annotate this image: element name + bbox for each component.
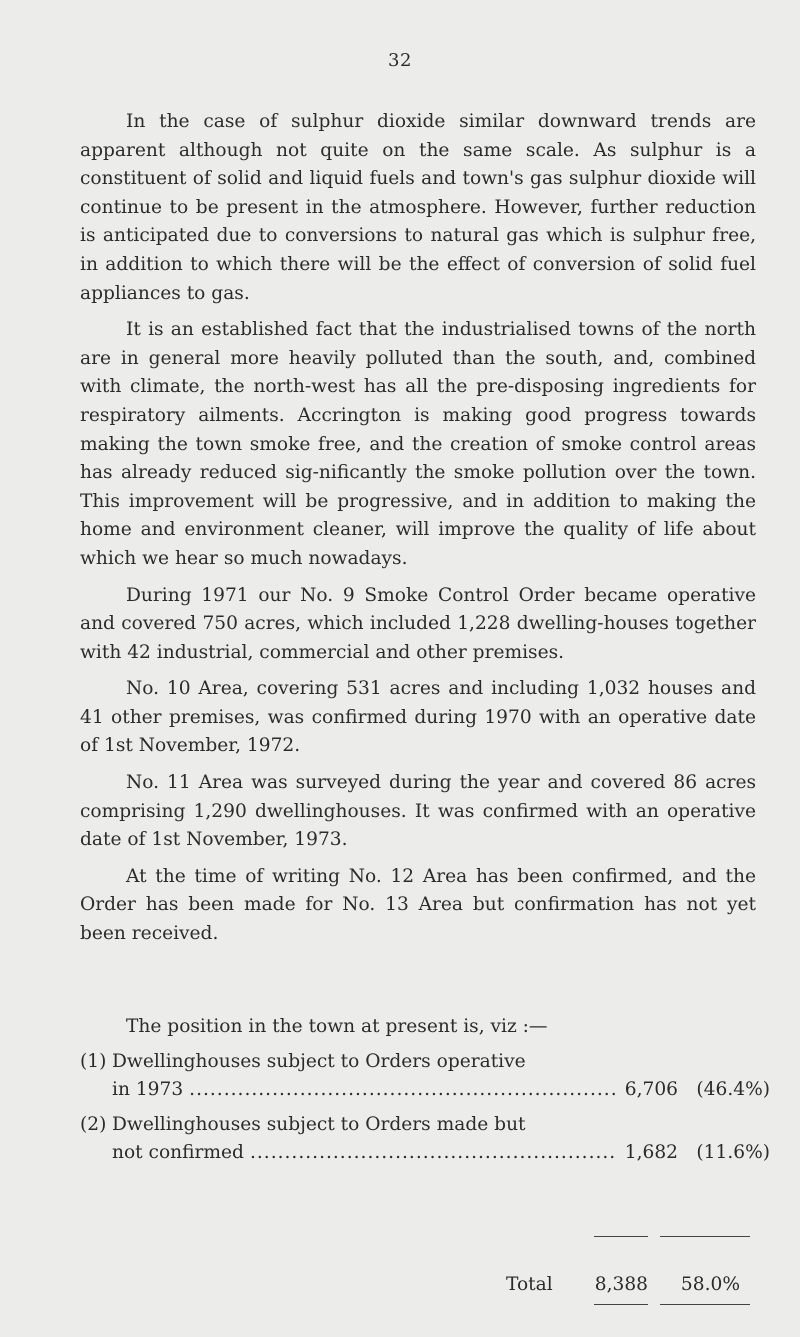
total-label: Total bbox=[506, 1274, 553, 1295]
total-rule-percent-top bbox=[660, 1236, 750, 1237]
total-rule-percent-bottom bbox=[660, 1304, 750, 1305]
position-summary bbox=[80, 1013, 770, 1174]
item-value-line bbox=[80, 1139, 770, 1168]
total-count: 8,388 bbox=[594, 1274, 648, 1295]
item-number: (1) bbox=[80, 1050, 107, 1072]
item-number: (2) bbox=[80, 1113, 107, 1135]
total-percent: 58.0% bbox=[680, 1274, 740, 1295]
item-description-continued: in 1973 bbox=[112, 1079, 184, 1101]
item-percent: (11.6%) bbox=[696, 1142, 770, 1164]
item-description: Dwellinghouses subject to Orders made but bbox=[112, 1113, 526, 1135]
page-number: 32 bbox=[388, 50, 412, 71]
item-percent: (46.4%) bbox=[696, 1079, 770, 1101]
paragraph: No. 10 Area, covering 531 acres and including 1,032 houses and 41 other premises, was confirmed during 1970 with an operative date of 1st November, 1972. bbox=[80, 678, 756, 757]
dot-leader bbox=[244, 1139, 616, 1168]
paragraph: It is an established fact that the industrialised towns of the north are in general more heavily polluted than the south, and, combined with climate, the north-west has all the pre-disposing ingredients for respiratory ailments. Accrington is making good progress towards making the town smoke free, and the creation of smoke control areas has already reduced sig-nificantly the smoke pollution over the town. This improvement will be progressive, and in addition to making the home and environment cleaner, will improve the quality of life about which we hear so much nowadays. bbox=[80, 319, 756, 569]
dot-leader bbox=[183, 1076, 616, 1105]
position-item bbox=[80, 1048, 770, 1105]
position-intro: The position in the town at present is, viz :— bbox=[126, 1016, 548, 1037]
paragraph: At the time of writing No. 12 Area has been confirmed, and the Order has been made for No. 13 Area but confirmation has not yet been received. bbox=[80, 865, 756, 945]
item-count: 6,706 bbox=[624, 1079, 678, 1101]
paragraph: No. 11 Area was surveyed during the year and covered 86 acres comprising 1,290 dwellinghouses. It was confirmed with an operative date of 1st November, 1973. bbox=[80, 772, 756, 851]
body-text bbox=[80, 108, 756, 957]
paragraph: During 1971 our No. 9 Smoke Control Order became operative and covered 750 acres, which included 1,228 dwelling-houses together with 42 industrial, commercial and other premises. bbox=[80, 584, 756, 663]
item-description: Dwellinghouses subject to Orders operative bbox=[112, 1050, 526, 1072]
item-description-continued: not confirmed bbox=[112, 1142, 244, 1164]
total-rule-count-top bbox=[594, 1236, 648, 1237]
position-item bbox=[80, 1111, 770, 1168]
item-count: 1,682 bbox=[624, 1142, 678, 1164]
item-value-line bbox=[80, 1076, 770, 1105]
total-rule-count-bottom bbox=[594, 1304, 648, 1305]
paragraph: In the case of sulphur dioxide similar downward trends are apparent although not quite on the same scale. As sulphur is a constituent of solid and liquid fuels and town's gas sulphur dioxide will continue to be present in the atmosphere. However, further reduction is anticipated due to conversions to natural gas which is sulphur free, in addition to which there will be the effect of conversion of solid fuel appliances to gas. bbox=[80, 111, 756, 304]
